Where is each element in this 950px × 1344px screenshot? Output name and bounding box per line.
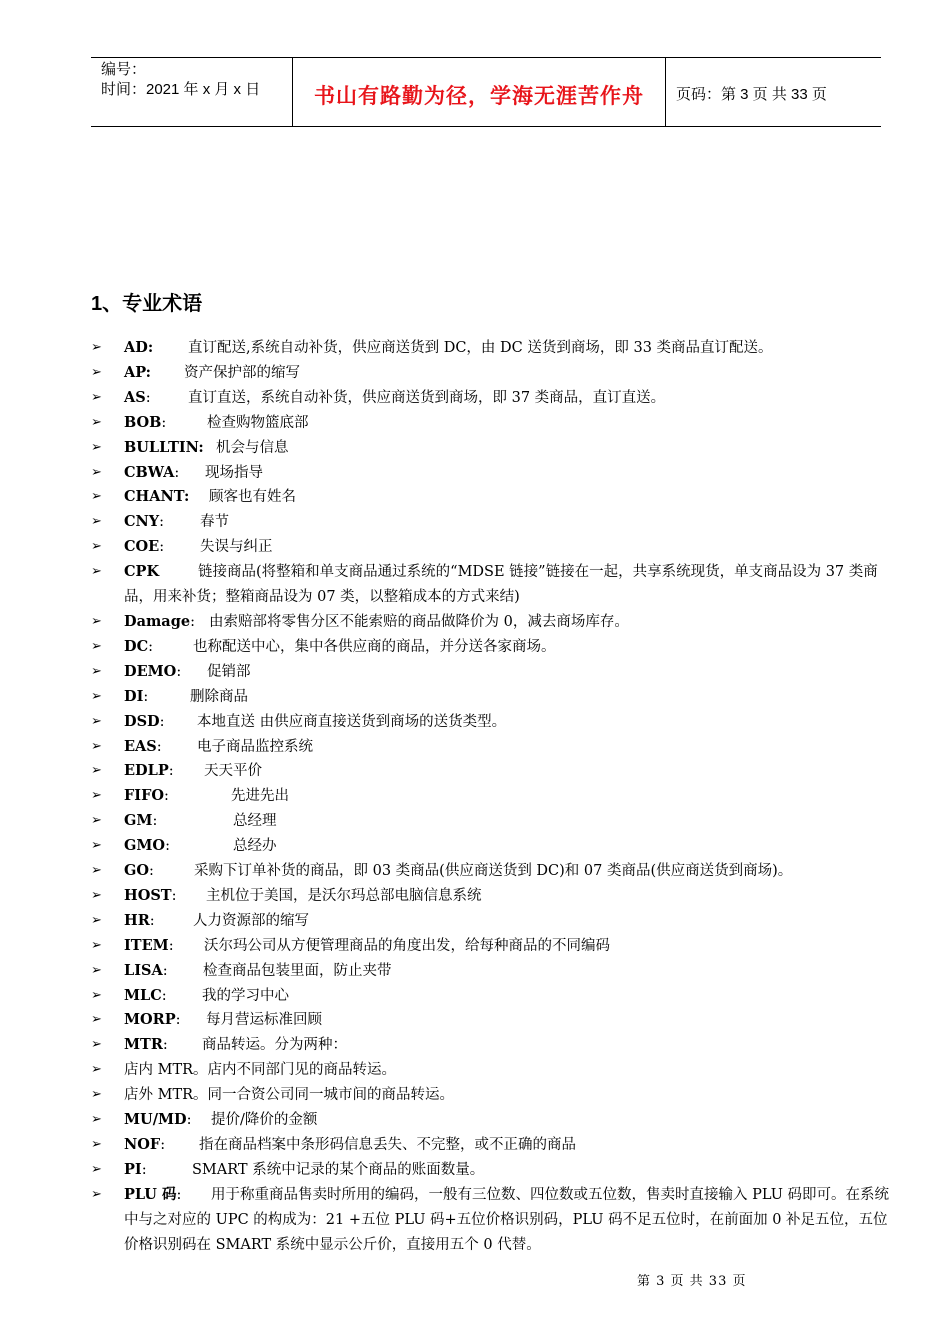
term-abbr: MORP: [124, 1011, 176, 1029]
term-description: 人力资源部的缩写: [193, 912, 309, 929]
term-description: 我的学习中心: [202, 987, 289, 1004]
arrow-bullet-icon: ➢: [91, 962, 102, 978]
header-page-info: 页码：第 3 页 共 33 页: [676, 86, 827, 103]
term-abbr: BULLTIN:: [124, 438, 204, 456]
arrow-bullet-icon: ➢: [91, 1062, 102, 1078]
term-item: [91, 510, 891, 535]
arrow-bullet-icon: ➢: [91, 389, 102, 405]
term-item: [91, 759, 891, 784]
term-colon: :: [148, 638, 154, 655]
term-colon: :: [149, 863, 154, 880]
term-item: [91, 1183, 891, 1258]
term-abbr: CPK: [124, 563, 160, 581]
term-colon: :: [159, 713, 165, 730]
term-abbr: EAS: [124, 737, 157, 755]
term-description: 用于称重商品售卖时所用的编码，一般有三位数、四位数或五位数，售卖时直接输入 PLU 码即可。在系统中与之对应的 UPC 的构成为：21 +五位 PLU 码+五位价格识别码，PLU 码不足五位时，在前面加 0 补足五位，五位价格识别码在 SMART 系统中显示公斤价，直接用五个 0 代替。: [124, 1186, 890, 1253]
term-description: 链接商品(将整箱和单支商品通过系统的“MDSE 链接”链接在一起，共享系统现货，单支商品设为 37 类商品，用来补货；整箱商品设为 07 类，以整箱成本的方式来结): [124, 564, 878, 606]
term-colon: :: [171, 887, 177, 904]
term-description: 检查购物篮底部: [207, 414, 309, 431]
term-item: [91, 934, 891, 959]
term-colon: :: [161, 987, 167, 1004]
term-description: 沃尔玛公司从方便管理商品的角度出发，给每种商品的不同编码: [204, 937, 610, 954]
term-colon: :: [190, 613, 195, 630]
term-head: [124, 361, 184, 386]
term-colon: :: [164, 788, 169, 805]
term-description: 天天平价: [204, 763, 262, 780]
arrow-bullet-icon: ➢: [91, 564, 102, 580]
term-description: 由索赔部将零售分区不能索赔的商品做降价为 0，减去商场库存。: [209, 613, 629, 630]
term-description: SMART 系统中记录的某个商品的账面数量。: [192, 1161, 485, 1178]
term-item: [91, 485, 891, 510]
term-abbr: MU/MD: [124, 1111, 187, 1129]
term-item: [91, 1008, 891, 1033]
term-abbr: EDLP: [124, 762, 169, 780]
term-description: 提价/降价的金额: [211, 1112, 318, 1129]
header-left-cell: [101, 60, 260, 100]
term-item: [91, 710, 891, 735]
term-description: 总经办: [233, 838, 277, 855]
term-item: [91, 984, 891, 1009]
term-head: [124, 759, 204, 784]
term-item: [91, 610, 891, 635]
term-abbr: DEMO: [124, 662, 177, 680]
term-head: [124, 710, 197, 735]
term-item: [91, 735, 891, 760]
arrow-bullet-icon: ➢: [91, 663, 102, 679]
arrow-bullet-icon: ➢: [91, 887, 102, 903]
term-head: [124, 1008, 206, 1033]
arrow-bullet-icon: ➢: [91, 364, 102, 380]
term-head: [124, 1108, 211, 1133]
arrow-bullet-icon: ➢: [91, 987, 102, 1003]
term-abbr: AP:: [124, 363, 151, 381]
term-head: [124, 436, 216, 461]
term-head: [124, 984, 202, 1009]
term-head: [124, 859, 194, 884]
term-head: [124, 386, 188, 411]
term-item: [91, 685, 891, 710]
term-item: [91, 336, 891, 361]
term-abbr: NOF: [124, 1136, 161, 1153]
arrow-bullet-icon: ➢: [91, 464, 102, 480]
arrow-bullet-icon: ➢: [91, 1137, 102, 1152]
term-head: [124, 1183, 211, 1208]
term-abbr: GO: [124, 862, 150, 880]
term-abbr: DI: [124, 687, 144, 705]
term-description: 检查商品包装里面，防止夹带: [203, 962, 392, 979]
term-colon: :: [161, 414, 167, 431]
term-list: [91, 336, 891, 1258]
term-abbr: CBWA: [124, 463, 175, 481]
term-item: [91, 361, 891, 386]
term-colon: :: [175, 1012, 181, 1029]
term-head: [124, 909, 193, 934]
term-abbr: HOST: [124, 886, 172, 904]
term-abbr: DC: [124, 637, 149, 655]
term-colon: :: [141, 1161, 147, 1178]
term-abbr: Damage: [124, 612, 191, 630]
term-head: [124, 685, 190, 710]
term-abbr: CNY: [124, 513, 160, 531]
term-item: [91, 834, 891, 859]
header-table: [91, 57, 881, 127]
term-colon: :: [168, 937, 174, 954]
term-abbr: MLC: [124, 986, 162, 1004]
term-colon: :: [152, 813, 158, 830]
arrow-bullet-icon: ➢: [91, 912, 102, 928]
term-item: [91, 1158, 891, 1183]
term-description: 总经理: [233, 813, 277, 830]
term-head: [124, 959, 203, 984]
term-description: 商品转运。分为两种：: [202, 1037, 347, 1054]
term-description: 直订直送，系统自动补货，供应商送货到商场，即 37 类商品，直订直送。: [188, 389, 666, 406]
arrow-bullet-icon: ➢: [91, 937, 102, 953]
page-footer: 第 3 页 共 33 页: [637, 1274, 747, 1289]
term-head: [124, 660, 207, 685]
term-description: 指在商品档案中条形码信息丢失、不完整，或不正确的商品: [199, 1137, 576, 1153]
term-abbr: FIFO: [124, 787, 165, 805]
arrow-bullet-icon: ➢: [91, 1037, 102, 1053]
term-item: [91, 884, 891, 909]
header-motto: 书山有路勤为径，学海无涯苦作舟: [314, 85, 644, 108]
term-abbr: AD:: [124, 339, 154, 356]
term-item: [91, 560, 891, 610]
term-item: [91, 411, 891, 436]
arrow-bullet-icon: ➢: [91, 713, 102, 729]
term-abbr: HR: [124, 911, 150, 929]
term-head: [124, 809, 233, 834]
arrow-bullet-icon: ➢: [91, 1186, 102, 1202]
header-divider: [665, 58, 666, 126]
term-description: 本地直送 由供应商直接送货到商场的送货类型。: [197, 713, 507, 730]
term-abbr: AS: [124, 388, 146, 406]
term-description: 失误与纠正: [200, 539, 273, 556]
term-head: [124, 610, 209, 635]
term-head: [124, 336, 188, 361]
term-head: [124, 884, 206, 909]
term-abbr: GM: [124, 812, 153, 830]
term-head: [124, 934, 204, 959]
term-item: [91, 535, 891, 560]
term-item: [91, 1108, 891, 1133]
arrow-bullet-icon: ➢: [91, 613, 102, 629]
term-description: 店外 MTR。同一合资公司同一城市间的商品转运。: [124, 1087, 455, 1104]
term-description: 直订配送,系统自动补货，供应商送货到 DC，由 DC 送货到商场，即 33 类商品直订配送。: [188, 340, 773, 356]
arrow-bullet-icon: ➢: [91, 539, 102, 555]
term-colon: :: [176, 663, 182, 680]
term-abbr: PI: [124, 1160, 142, 1178]
time-label: 时间：2021 年 x 月 x 日: [101, 81, 261, 98]
term-description: 采购下订单补货的商品，即 03 类商品(供应商送货到 DC)和 07 类商品(供应商送货到商场)。: [194, 863, 793, 880]
term-abbr: GMO: [124, 837, 166, 855]
arrow-bullet-icon: ➢: [91, 1112, 102, 1128]
term-colon: :: [162, 962, 168, 979]
term-colon: :: [162, 1037, 168, 1054]
arrow-bullet-icon: ➢: [91, 514, 102, 530]
term-item: [91, 1133, 891, 1158]
term-description: 资产保护部的缩写: [184, 364, 300, 381]
term-colon: :: [160, 1137, 166, 1153]
term-item: [91, 909, 891, 934]
arrow-bullet-icon: ➢: [91, 439, 102, 455]
term-description: 春节: [200, 514, 229, 531]
term-colon: :: [145, 389, 151, 406]
term-description: 促销部: [207, 663, 251, 680]
arrow-bullet-icon: ➢: [91, 1087, 102, 1103]
term-colon: :: [156, 738, 162, 755]
term-colon: :: [143, 688, 149, 705]
term-colon: :: [174, 464, 180, 481]
term-description: 也称配送中心，集中各供应商的商品，并分送各家商场。: [193, 638, 556, 655]
arrow-bullet-icon: ➢: [91, 489, 102, 505]
arrow-bullet-icon: ➢: [91, 1161, 102, 1177]
number-label: 编号：: [101, 61, 147, 78]
term-colon: :: [149, 912, 155, 929]
arrow-bullet-icon: ➢: [91, 763, 102, 779]
term-head: [124, 560, 198, 585]
term-colon: :: [176, 1186, 182, 1203]
term-item: [91, 859, 891, 884]
term-abbr: LISA: [124, 961, 163, 979]
arrow-bullet-icon: ➢: [91, 863, 102, 879]
term-colon: :: [165, 838, 170, 855]
arrow-bullet-icon: ➢: [91, 414, 102, 430]
term-description: 先进先出: [231, 788, 289, 805]
term-item: [91, 386, 891, 411]
term-colon: :: [159, 539, 165, 556]
term-description: 机会与信息: [216, 439, 289, 456]
term-item: [91, 959, 891, 984]
term-description: 店内 MTR。店内不同部门见的商品转运。: [124, 1062, 397, 1079]
term-item: [91, 461, 891, 486]
arrow-bullet-icon: ➢: [91, 813, 102, 829]
term-item: [91, 1033, 891, 1058]
term-item: [91, 784, 891, 809]
arrow-bullet-icon: ➢: [91, 340, 102, 355]
term-head: [124, 735, 197, 760]
term-head: [124, 485, 209, 510]
term-item: [91, 1058, 891, 1083]
term-head: [124, 784, 231, 809]
term-head: [124, 834, 233, 859]
term-abbr: PLU 码: [124, 1185, 177, 1203]
term-head: [124, 1033, 202, 1058]
term-colon: :: [186, 1112, 192, 1129]
term-abbr: BOB: [124, 413, 162, 431]
term-description: 每月营运标准回顾: [206, 1012, 322, 1029]
term-head: [124, 411, 207, 436]
term-abbr: MTR: [124, 1036, 163, 1054]
term-abbr: DSD: [124, 712, 160, 730]
term-abbr: CHANT:: [124, 488, 190, 506]
term-abbr: COE: [124, 538, 160, 556]
term-item: [91, 436, 891, 461]
arrow-bullet-icon: ➢: [91, 788, 102, 804]
term-colon: :: [168, 763, 174, 780]
arrow-bullet-icon: ➢: [91, 738, 102, 754]
term-head: [124, 1158, 192, 1183]
term-head: [124, 1133, 199, 1158]
term-head: [124, 510, 200, 535]
term-head: [124, 535, 200, 560]
arrow-bullet-icon: ➢: [91, 838, 102, 854]
term-description: 顾客也有姓名: [209, 489, 296, 506]
term-item: [91, 635, 891, 660]
term-description: 现场指导: [205, 464, 263, 481]
arrow-bullet-icon: ➢: [91, 638, 102, 654]
arrow-bullet-icon: ➢: [91, 1012, 102, 1028]
term-item: [91, 660, 891, 685]
term-description: 电子商品监控系统: [197, 738, 313, 755]
arrow-bullet-icon: ➢: [91, 688, 102, 704]
term-item: [91, 1083, 891, 1108]
term-head: [124, 461, 205, 486]
term-colon: :: [159, 514, 165, 531]
term-abbr: ITEM: [124, 936, 169, 954]
term-head: [124, 635, 193, 660]
section-title: 1、专业术语: [91, 293, 203, 315]
term-item: [91, 809, 891, 834]
term-description: 主机位于美国，是沃尔玛总部电脑信息系统: [206, 887, 482, 904]
term-description: 删除商品: [190, 688, 248, 705]
